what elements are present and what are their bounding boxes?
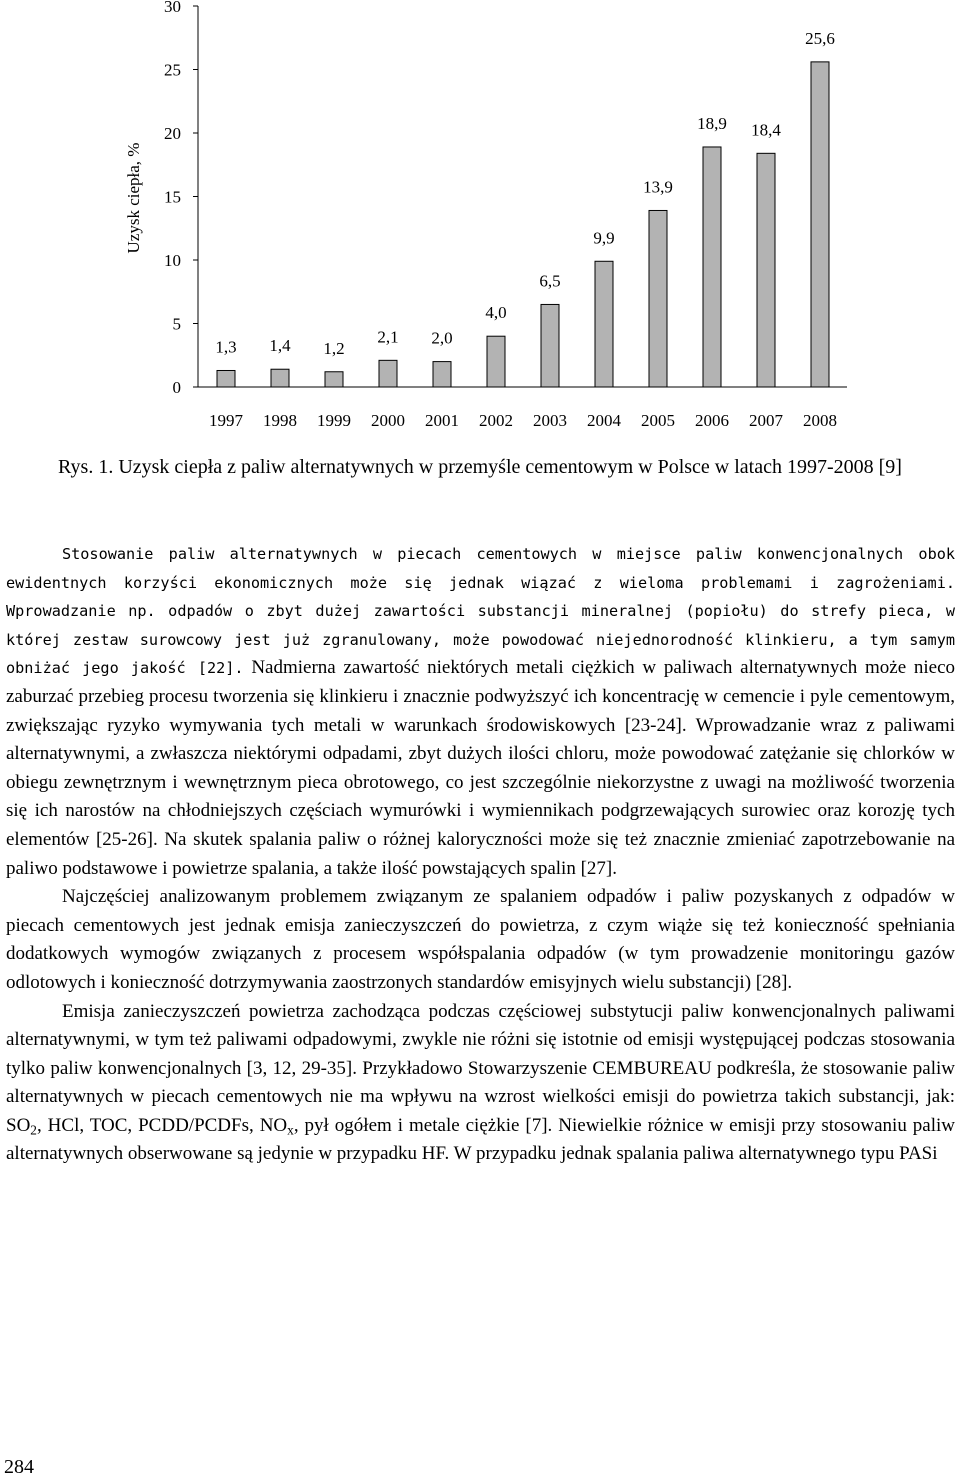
x-axis-labels: [209, 411, 837, 430]
bar: [271, 369, 289, 387]
value-label: 4,0: [485, 303, 507, 323]
so2-subscript: 2: [30, 1122, 37, 1138]
bars: [217, 62, 829, 387]
bar: [325, 372, 343, 387]
paragraph-3-part-b: , HCl, TOC, PCDD/PCDFs, NO: [36, 1114, 288, 1136]
x-tick-label: 2007: [749, 411, 783, 430]
value-label: 2,1: [377, 327, 399, 347]
paragraph-3: [6, 998, 955, 1170]
y-tick-label: 30: [164, 0, 181, 16]
bar: [217, 370, 235, 387]
y-tick-label: 5: [172, 314, 181, 334]
value-label: 1,4: [269, 336, 291, 356]
x-tick-label: 2005: [641, 411, 675, 430]
bar: [487, 336, 505, 387]
y-tick-label: 10: [164, 251, 181, 270]
bar-chart: [0, 0, 960, 440]
y-axis-ticks: [164, 0, 198, 397]
x-tick-label: 2001: [425, 411, 459, 430]
x-tick-label: 1997: [209, 411, 243, 430]
x-tick-label: 2008: [803, 411, 837, 430]
y-axis-label: Uzysk ciepła, %: [124, 142, 143, 254]
caption-label: Rys. 1.: [58, 456, 114, 478]
value-label: 18,4: [751, 120, 781, 140]
x-tick-label: 1999: [317, 411, 351, 430]
paragraph-1: [6, 540, 955, 883]
paragraph-2: Najczęściej analizowanym problemem związanym ze spalaniem odpadów i paliw pozyskanych z odpadów w piecach cementowych jest jednak emisja zanieczyszczeń do powietrza, z czym wiąże się też konieczność spełniania dodatkowych wymogów związanych z procesem współspalania odpadów (w tym prowadzenie monitoringu gazów odlotowych i konieczność dotrzymywania zaostrzonych standardów emisyjnych wielu substancji) [28].: [6, 886, 955, 993]
bar: [649, 210, 667, 387]
x-tick-label: 2003: [533, 411, 567, 430]
bar: [811, 62, 829, 387]
nox-subscript: x: [287, 1122, 294, 1138]
value-label: 2,0: [431, 328, 453, 348]
value-label: 9,9: [593, 228, 615, 248]
value-labels: [215, 29, 835, 358]
x-tick-label: 2000: [371, 411, 405, 430]
paragraph-3-part-a: Emisja zanieczyszczeń powietrza zachodząca podczas częściowej substytucji paliw konwencjonalnych paliwami alternatywnymi, w tym też paliwami odpadowymi, zwykle nie różni się istotnie od emisji występującej podczas stosowania tylko paliw konwencjonalnych [3, 12, 29-35]. Przykładowo Stowarzyszenie CEMBUREAU podkreśla, że stosowanie paliw alternatywnych w piecach cementowych nie ma wpływu na wzrost wielkości emisji do powietrza takich substancji, jak: SO: [6, 1000, 955, 1136]
y-tick-label: 25: [164, 60, 181, 80]
value-label: 13,9: [643, 177, 673, 197]
x-tick-label: 2004: [587, 411, 621, 430]
bar: [595, 261, 613, 387]
value-label: 18,9: [697, 113, 727, 133]
y-tick-label: 15: [164, 187, 181, 207]
bar: [433, 362, 451, 387]
caption-text: Uzysk ciepła z paliw alternatywnych w przemyśle cementowym w Polsce w latach 1997-2008 [9]: [118, 456, 902, 478]
x-tick-label: 2002: [479, 411, 513, 430]
paragraph-1-serif-part: Nadmierna zawartość niektórych metali ciężkich w paliwach alternatywnych może nieco zaburzać przebieg procesu tworzenia się klinkieru i znacznie podwyższyć ich koncentrację w cemencie i pyle cementowym, zwiększając ryzyko wymywania tych metali w warunkach środowiskowych [23-24]. Wprowadzanie wraz z paliwami alternatywnymi, a zwłaszcza niektórymi odpadami, zbyt dużych ilości chloru, może powodować zatężanie się chlorków w obiegu zewnętrznym i wewnętrznym pieca obrotowego, co jest szczególnie niekorzystne z uwagi na możliwość tworzenia się ich narostów na chłodniejszych częściach wymurówki i wymiennikach podgrzewających surowiec oraz korozję tych elementów [25-26]. Na skutek spalania paliw o różnej kaloryczności może się też znacznie zmieniać zapotrzebowanie na paliwo podstawowe i powietrze spalania, a także ilość powstających spalin [27].: [6, 657, 956, 879]
bar: [541, 304, 559, 387]
body-text: [6, 540, 955, 1169]
bar: [703, 147, 721, 387]
bar: [379, 360, 397, 387]
x-tick-label: 2006: [695, 411, 729, 430]
value-label: 6,5: [539, 271, 561, 291]
y-tick-label: 20: [164, 124, 181, 143]
paragraph-1-mono-part: Stosowanie paliw alternatywnych w piecach cementowych w miejsce paliw konwencjonalnych obok ewidentnych korzyści ekonomicznych może się jednak wiązać z wieloma problemami i zagrożeniami. Wprowadzanie np. odpadów o zbyt dużej zawartości substancji mineralnej (popiołu) do strefy pieca, w której zestaw surowcowy jest już zgranulowany, może powodować niejednorodność klinkieru, a tym samym obniżać jego jakość [22].: [6, 545, 955, 678]
value-label: 1,2: [323, 338, 345, 358]
bar: [757, 153, 775, 387]
y-tick-label: 0: [172, 378, 181, 397]
paragraph-3-part-c: , pył ogółem i metale ciężkie [7]. Niewielkie różnice w emisji przy stosowaniu paliw alternatywnych obserwowane są jedynie w przypadku HF. W przypadku jednak spalania paliwa alternatywnego typu PASi: [6, 1114, 956, 1165]
value-label: 1,3: [215, 337, 237, 357]
value-label: 25,6: [805, 28, 835, 48]
page-number: 284: [4, 1456, 34, 1478]
figure-caption: [6, 454, 954, 481]
x-tick-label: 1998: [263, 411, 297, 430]
